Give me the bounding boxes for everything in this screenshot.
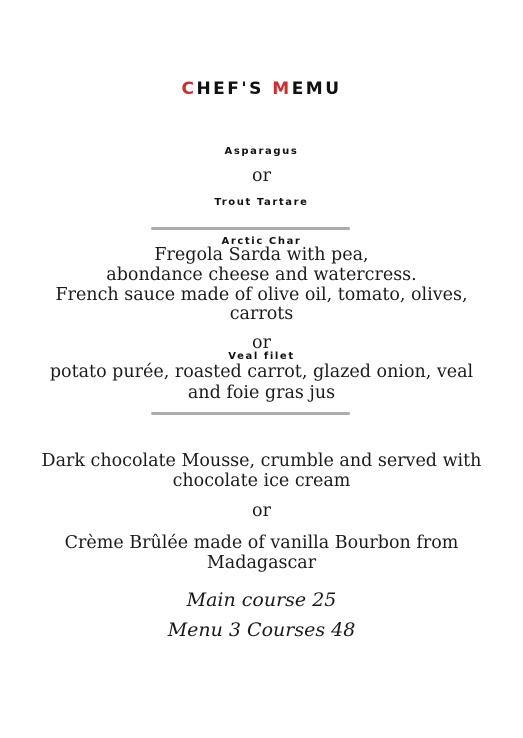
- main-veal-filet: Veal filet: [228, 351, 295, 362]
- divider-2: [151, 412, 350, 415]
- main-veal-line-2: and foie gras jus: [187, 383, 336, 403]
- dessert-or: or: [252, 501, 271, 521]
- main-arctic-char-line-1: Fregola Sarda with pea,: [154, 245, 369, 265]
- dessert-mousse-line-1: Dark chocolate Mousse, crumble and served with: [41, 451, 482, 471]
- title-initial-m: M: [272, 79, 292, 99]
- divider-1: [151, 227, 350, 230]
- title-part-emu: EMU: [291, 79, 342, 99]
- starter-or: or: [252, 166, 271, 186]
- dessert-creme-brulee-line-2: Madagascar: [206, 553, 317, 573]
- main-arctic-char-line-4: carrots: [229, 304, 294, 324]
- dessert-mousse-line-2: chocolate ice cream: [172, 471, 351, 491]
- starter-trout-tartare: Trout Tartare: [214, 197, 309, 208]
- price-three-courses: Menu 3 Courses 48: [167, 619, 356, 641]
- dessert-creme-brulee-line-1: Crème Brûlée made of vanilla Bourbon from: [64, 533, 459, 553]
- main-veal-line-1: potato purée, roasted carrot, glazed onion, veal: [49, 362, 474, 382]
- price-main-course: Main course 25: [186, 589, 337, 611]
- menu-title: [0, 78, 523, 100]
- title-part-hef: HEF'S: [196, 79, 273, 99]
- main-arctic-char: Arctic Char: [221, 236, 302, 247]
- main-arctic-char-line-3: French sauce made of olive oil, tomato, olives,: [55, 285, 468, 305]
- main-or: or: [252, 333, 271, 353]
- starter-asparagus: Asparagus: [224, 146, 299, 157]
- title-initial-c: C: [181, 79, 197, 99]
- main-arctic-char-line-2: abondance cheese and watercress.: [106, 265, 417, 285]
